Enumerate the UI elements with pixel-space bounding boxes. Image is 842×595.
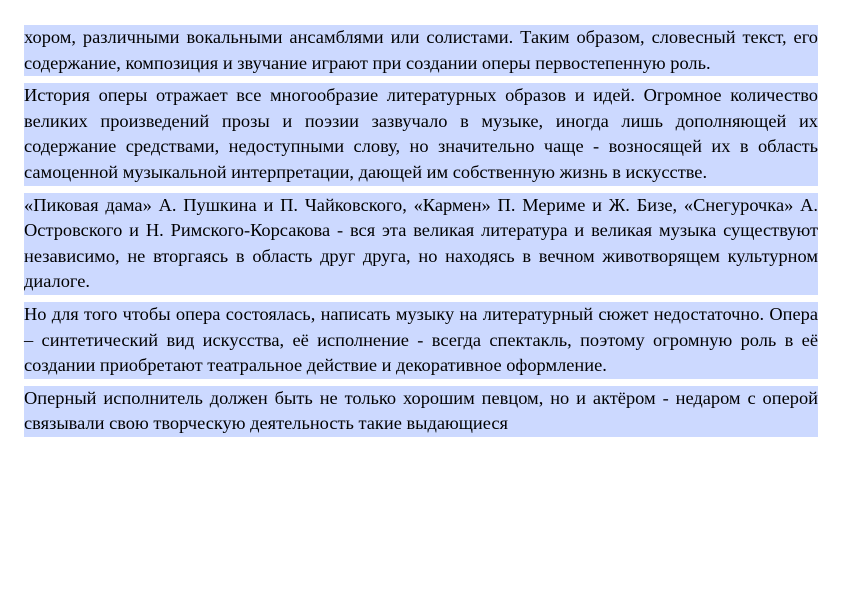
- paragraph-4: Но для того чтобы опера состоялась, написать музыку на литературный сюжет недостаточно. Опера – синтетический вид искусства, её исполнение - всегда спектакль, поэтому огромную роль в её создании приобретают театральное действие и декоративное оформление.: [24, 302, 818, 379]
- paragraph-5: Оперный исполнитель должен быть не только хорошим певцом, но и актёром - недаром с оперой связывали свою творческую деятельность такие выдающиеся: [24, 386, 818, 437]
- paragraph-2: История оперы отражает все многообразие литературных образов и идей. Огромное количество великих произведений прозы и поэзии зазвучало в музыке, иногда лишь дополняющей их содержание средствами, недоступными слову, но значительно чаще - возносящей их в область самоценной музыкальной интерпретации, дающей им собственную жизнь в искусстве.: [24, 83, 818, 185]
- paragraph-1: хором, различными вокальными ансамблями или солистами. Таким образом, словесный текст, его содержание, композиция и звучание играют при создании оперы первостепенную роль.: [24, 25, 818, 76]
- text-block: [24, 25, 818, 437]
- paragraph-3: «Пиковая дама» А. Пушкина и П. Чайковского, «Кармен» П. Мериме и Ж. Бизе, «Снегурочка» А. Островского и Н. Римского-Корсакова - вся эта великая литература и великая музыка существуют независимо, не вторгаясь в область друг друга, но находясь в вечном животворящем культурном диалоге.: [24, 193, 818, 295]
